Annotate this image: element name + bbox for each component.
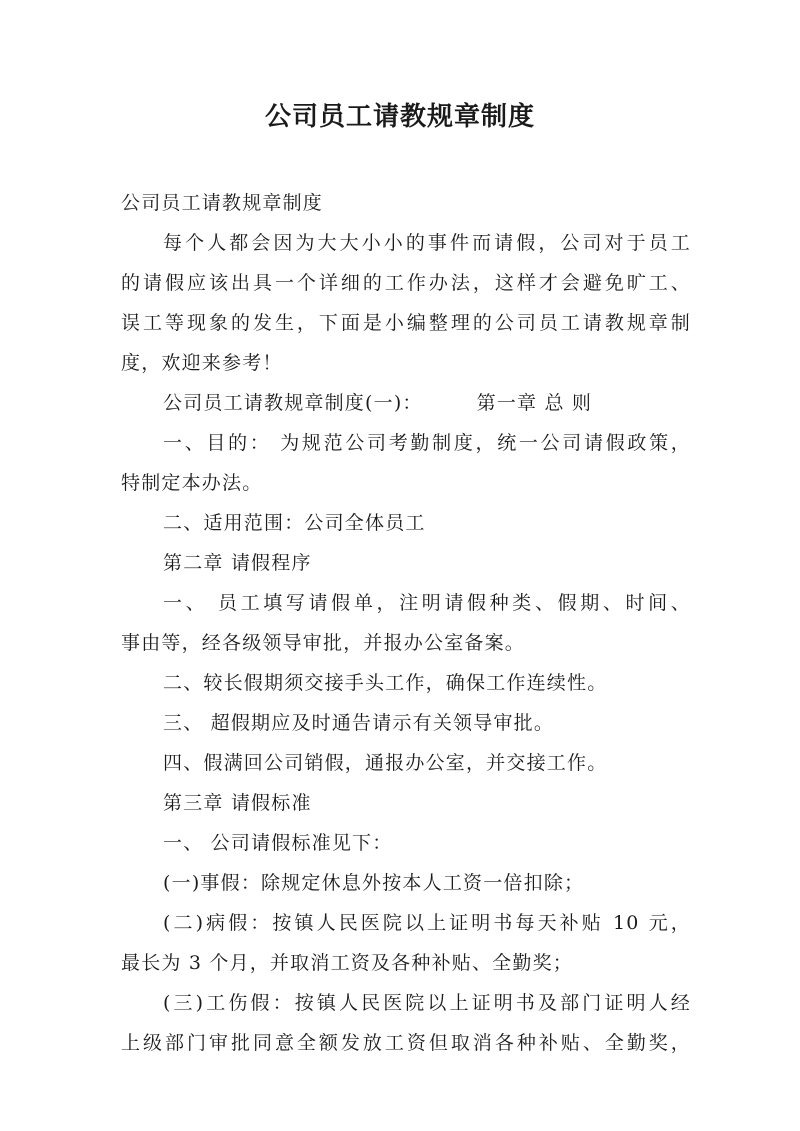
- paragraph-line: (三)工伤假：按镇人民医院以上证明书及部门证明人经: [163, 992, 691, 1014]
- paragraph-line: (二)病假：按镇人民医院以上证明书每天补贴 10 元，: [163, 912, 691, 934]
- paragraph-line: 上级部门审批同意全额发放工资但取消各种补贴、全勤奖，: [121, 1032, 691, 1054]
- paragraph-line: 度，欢迎来参考！: [121, 352, 283, 374]
- section-heading-line: [121, 383, 691, 423]
- paragraph-line: 的请假应该出具一个详细的工作办法，这样才会避免旷工、: [121, 272, 691, 294]
- paragraph-line: 二、较长假期须交接手头工作，确保工作连续性。: [163, 672, 608, 694]
- chapter-heading: 第二章 请假程序: [163, 552, 312, 574]
- section-heading: 公司员工请教规章制度(一)：: [163, 392, 423, 414]
- paragraph-line: (一)事假：除规定休息外按本人工资一倍扣除；: [163, 872, 585, 894]
- paragraph-line: 二、适用范围：公司全体员工: [163, 512, 426, 534]
- paragraph-line: 特制定本办法。: [121, 472, 263, 494]
- chapter-heading: 第三章 请假标准: [163, 792, 312, 814]
- paragraph-line: 误工等现象的发生，下面是小编整理的公司员工请教规章制: [121, 312, 691, 334]
- document-title: 公司员工请教规章制度: [264, 102, 535, 132]
- paragraph-line: 事由等，经各级领导审批，并报办公室备案。: [121, 632, 526, 654]
- paragraph-line: 一、目的： 为规范公司考勤制度，统一公司请假政策，: [163, 432, 691, 454]
- paragraph-line: 三、 超假期应及时通告请示有关领导审批。: [163, 712, 555, 734]
- paragraph-line: 一、 员工填写请假单，注明请假种类、假期、时间、: [163, 592, 691, 614]
- paragraph-line: 最长为 3 个月，并取消工资及各种补贴、全勤奖；: [121, 952, 573, 974]
- paragraph-line: 每个人都会因为大大小小的事件而请假，公司对于员工: [163, 232, 691, 254]
- paragraph-line: 四、假满回公司销假，通报办公室，并交接工作。: [163, 752, 608, 774]
- document-body: [121, 183, 691, 1063]
- chapter-heading: 第一章 总 则: [476, 392, 593, 414]
- subtitle-line: 公司员工请教规章制度: [121, 192, 324, 214]
- paragraph-line: 一、 公司请假标准见下：: [163, 832, 393, 854]
